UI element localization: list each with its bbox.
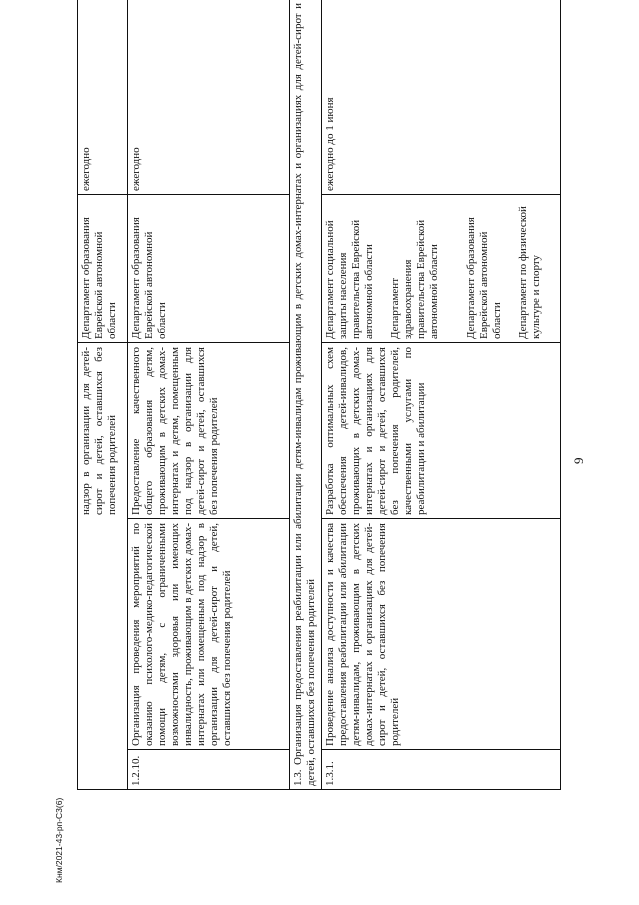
top-row-deadline: ежегодно xyxy=(80,147,92,191)
page-number: 9 xyxy=(571,457,586,464)
row-1-2-10-result: Предоставление качественного общего образования детям, проживающим в детских домах-интернатах и детям, помещенным под надзор в организации для детей-сирот и детей, оставшихся без попечения родителей xyxy=(130,347,220,515)
spacer xyxy=(376,199,389,339)
table-border-bottom xyxy=(560,0,561,790)
row-1-2-10-measure: Организация проведения мероприятий по оказанию психолого-медико-педагогической помощи детям, с ограниченными возможностями здоровья или имеющих инвалидность, проживающим в детских домах-интернатах или помещенным под надзор в организации для детей-сирот и детей, оставшихся без попечения родителей xyxy=(130,523,233,746)
executor-sport: Департамент по физической культуре и спорту xyxy=(517,206,542,339)
row-1-2-10-deadline: ежегодно xyxy=(130,147,142,191)
row-1-2-10-executor: Департамент образования Еврейской автономной области xyxy=(130,217,168,339)
row-1-3-1-deadline: ежегодно до 1 июня xyxy=(324,97,336,191)
top-row-executor: Департамент образования Еврейской автономной области xyxy=(80,217,118,339)
row-1-3-1-measure: Проведение анализа доступности и качества предоставления реабилитации или абилитации детям-инвалидам, проживающим в детских домах-интернатах и организациях для детей-сирот и детей, оставшихся без попечения родителей xyxy=(324,523,401,746)
plan-table xyxy=(77,0,561,790)
row-1-2-10-number: 1.2.10. xyxy=(130,755,142,786)
spacer xyxy=(441,199,465,339)
top-row-result: надзор в организации для детей-сирот и детей, оставшихся без попечения родителей xyxy=(80,347,118,515)
executor-education: Департамент образования Еврейской автономной области xyxy=(465,217,503,339)
executor-healthcare: Департамент здравоохранения правительства Еврейской автономной области xyxy=(389,219,440,339)
row-1-3-1-executors xyxy=(321,195,560,343)
spacer xyxy=(504,199,517,339)
row-1-3-1-result: Разработка оптимальных схем обеспечения детей-инвалидов, проживающих в детских домах-интернатах и организациях для детей-сирот и детей, оставшихся без попечения родителей, качественными услугами по реабилитации и абилитации xyxy=(324,347,427,515)
row-1-3-1-number: 1.3.1. xyxy=(324,761,336,786)
executor-social-protection: Департамент социальной защиты населения правительства Еврейской автономной области xyxy=(324,219,375,339)
document-code: Кнм/2021-43-рп-С3(6) xyxy=(54,797,64,883)
section-1-3-title: 1.3. Организация предоставления реабилитации или абилитации детям-инвалидам проживающим в детских домах-интернатах и организациях для детей-сирот и детей, оставшихся без попечения родителей xyxy=(292,3,317,786)
